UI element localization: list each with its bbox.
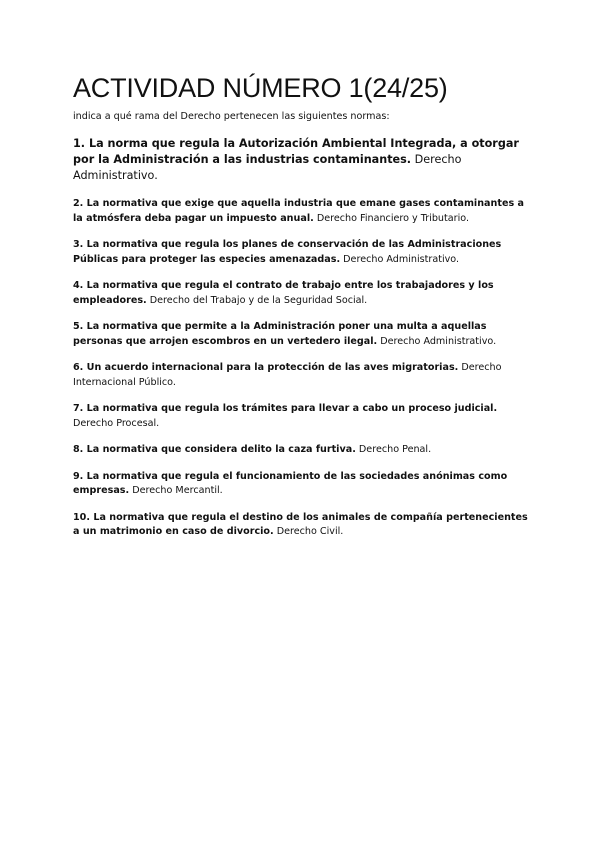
list-item [73, 197, 533, 226]
item-question: La normativa que regula los planes de conservación de las Administraciones Públicas para proteger las especies amenazadas. [73, 239, 502, 265]
item-number: 5. [73, 321, 84, 332]
item-question: La normativa que considera delito la caza furtiva. [86, 444, 356, 455]
list-item [73, 361, 533, 390]
item-number: 6. [73, 362, 84, 373]
item-question: La normativa que permite a la Administración poner una multa a aquellas personas que arrojen escombros en un vertedero ilegal. [73, 321, 487, 347]
item-question: La norma que regula la Autorización Ambiental Integrada, a otorgar por la Administración a las industrias contaminantes. [73, 137, 519, 166]
item-answer: Derecho Internacional Público. [73, 362, 502, 388]
list-item [73, 238, 533, 267]
item-answer: Derecho Administrativo. [343, 253, 460, 265]
item-number: 3. [73, 239, 84, 250]
intro-text: indica a qué rama del Derecho pertenecen las siguientes normas: [73, 111, 390, 122]
item-question: La normativa que regula el contrato de trabajo entre los trabajadores y los empleadores. [73, 280, 494, 306]
item-number: 7. [73, 403, 84, 414]
item-question: La normativa que regula el destino de los animales de compañía pertenecientes a un matrimonio en caso de divorcio. [73, 511, 528, 537]
list-item [73, 443, 533, 458]
list-item [73, 320, 533, 349]
document-page [73, 72, 533, 552]
item-number: 9. [73, 470, 84, 482]
item-question: Un acuerdo internacional para la protección de las aves migratorias. [86, 362, 459, 373]
item-number: 8. [73, 444, 84, 455]
item-number: 10. [73, 511, 90, 523]
item-number: 4. [73, 280, 84, 291]
list-item [73, 136, 533, 184]
item-answer: Derecho del Trabajo y de la Seguridad Social. [149, 294, 368, 306]
item-answer: Derecho Civil. [276, 526, 344, 537]
item-question: La normativa que regula el funcionamiento de las sociedades anónimas como empresas. [73, 470, 508, 496]
item-answer: Derecho Administrativo. [73, 153, 462, 182]
item-answer: Derecho Administrativo. [380, 335, 497, 347]
list-item [73, 402, 533, 431]
item-question: La normativa que exige que aquella industria que emane gases contaminantes a la atmósfera deba pagar un impuesto anual. [73, 198, 524, 224]
activity-list [73, 136, 533, 540]
item-answer: Derecho Financiero y Tributario. [316, 212, 470, 224]
item-answer: Derecho Mercantil. [132, 485, 223, 496]
item-number: 1. [73, 137, 86, 150]
item-answer: Derecho Procesal. [73, 417, 160, 429]
item-answer: Derecho Penal. [358, 444, 432, 455]
page-title: ACTIVIDAD NÚMERO 1(24/25) [73, 73, 448, 103]
list-item [73, 279, 533, 308]
item-number: 2. [73, 198, 84, 209]
list-item [73, 511, 533, 540]
item-question: La normativa que regula los trámites para llevar a cabo un proceso judicial. [86, 403, 498, 414]
list-item [73, 470, 533, 499]
